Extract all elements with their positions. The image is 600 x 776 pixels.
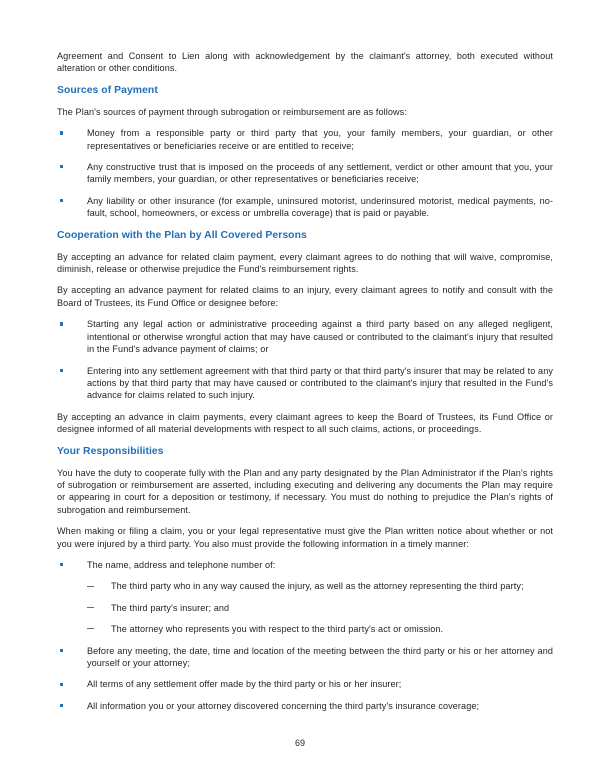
list-item (57, 645, 553, 670)
sub-list-item (87, 602, 553, 614)
bullet-dot-icon (60, 563, 63, 566)
list-item (57, 559, 553, 636)
bullet-dot-icon (60, 131, 63, 134)
list-item-text: All information you or your attorney discovered concerning the third party's insurance coverage; (87, 700, 480, 711)
list-item (57, 161, 553, 186)
list-item-text: Any constructive trust that is imposed on the proceeds of any settlement, verdict or other amount that you, your family members, your guardian, or other representatives or beneficiaries receive; (87, 162, 553, 185)
list-item-text: Before any meeting, the date, time and location of the meeting between the third party or his or her attorney and yourself or your attorney; (87, 645, 553, 668)
intro-paragraph: Agreement and Consent to Lien along with acknowledgement by the claimant's attorney, both executed without alteration or other conditions. (57, 51, 553, 74)
list-item (57, 127, 553, 152)
cooperation-paragraph-3: By accepting an advance in claim payments, every claimant agrees to keep the Board of Trustees, its Fund Office or designee informed of all material developments with respect to all such claims, actions, or proceedings. (57, 411, 553, 435)
list-item (57, 195, 553, 220)
dash-icon (87, 628, 94, 629)
bullet-dot-icon (60, 683, 63, 686)
sources-of-payment-list (57, 127, 553, 219)
cooperation-paragraph-2: By accepting an advance payment for related claims to an injury, every claimant agrees to notify and consult with the Board of Trustees, its Fund Office or designee before: (57, 285, 553, 308)
bullet-dot-icon (60, 322, 63, 325)
list-item (57, 318, 553, 355)
bullet-dot-icon (60, 165, 63, 168)
list-item-text: The name, address and telephone number of: (87, 559, 276, 570)
dash-icon (87, 607, 94, 608)
list-item (57, 678, 553, 690)
bullet-dot-icon (60, 199, 63, 202)
sub-list-item-text: The attorney who represents you with respect to the third party's act or omission. (111, 624, 444, 635)
responsibilities-sub-list (87, 580, 553, 635)
page-number: 69 (294, 738, 305, 748)
sources-intro-paragraph: The Plan's sources of payment through subrogation or reimbursement are as follows: (57, 106, 407, 117)
bullet-dot-icon (60, 649, 63, 652)
list-item-text: Money from a responsible party or third party that you, your family members, your guardian, or other representatives or beneficiaries receive or are entitled to receive; (87, 128, 553, 151)
sub-list-item-text: The third party who in any way caused the injury, as well as the attorney representing the third party; (111, 581, 524, 592)
sub-list-item (87, 623, 553, 635)
heading-sources-of-payment: Sources of Payment (57, 84, 158, 96)
page-content (57, 50, 553, 712)
list-item-text: Starting any legal action or administrative proceeding against a third party based on any alleged negligent, intentional or otherwise wrongful action that may have caused or contributed to the claimant's injury that resulted in the Fund's advance payment of claims; or (87, 319, 553, 355)
cooperation-list (57, 318, 553, 401)
list-item (57, 365, 553, 402)
list-item-text: All terms of any settlement offer made by the third party or his or her insurer; (87, 679, 402, 690)
responsibilities-paragraph-1: You have the duty to cooperate fully with the Plan and any party designated by the Plan Administrator if the Plan's rights of subrogation or reimbursement are asserted, including executing and delivering any documents the Plan may require or appearing in court for a deposition or testimony, if necessary. You must do nothing to prejudice the Plan's rights of subrogation and reimbursement. (57, 467, 553, 515)
dash-icon (87, 586, 94, 587)
bullet-dot-icon (60, 704, 63, 707)
cooperation-paragraph-1: By accepting an advance for related claim payment, every claimant agrees to do nothing that will waive, compromise, diminish, release or otherwise prejudice the Fund's reimbursement rights. (57, 251, 553, 275)
heading-your-responsibilities: Your Responsibilities (57, 445, 164, 457)
list-item-text: Any liability or other insurance (for example, uninsured motorist, underinsured motorist, medical payments, no-fault, school, homeowners, or excess or umbrella coverage) that is paid or payable. (87, 195, 553, 219)
sub-list-item-text: The third party's insurer; and (111, 602, 230, 613)
bullet-dot-icon (60, 369, 63, 372)
responsibilities-list (57, 559, 553, 712)
responsibilities-paragraph-2: When making or filing a claim, you or your legal representative must give the Plan written notice about whether or not you were injured by a third party. You also must provide the following information in a timely manner: (57, 526, 553, 549)
list-item-text: Entering into any settlement agreement with that third party or that third party's insurer that may be related to any actions by that third party that may have caused or contributed to the claimant's injury that resulted in the Fund's advance for claims related to such injury. (87, 365, 553, 401)
heading-cooperation-with-the-plan: Cooperation with the Plan by All Covered Persons (57, 229, 307, 241)
list-item (57, 700, 553, 712)
sub-list-item (87, 580, 553, 592)
